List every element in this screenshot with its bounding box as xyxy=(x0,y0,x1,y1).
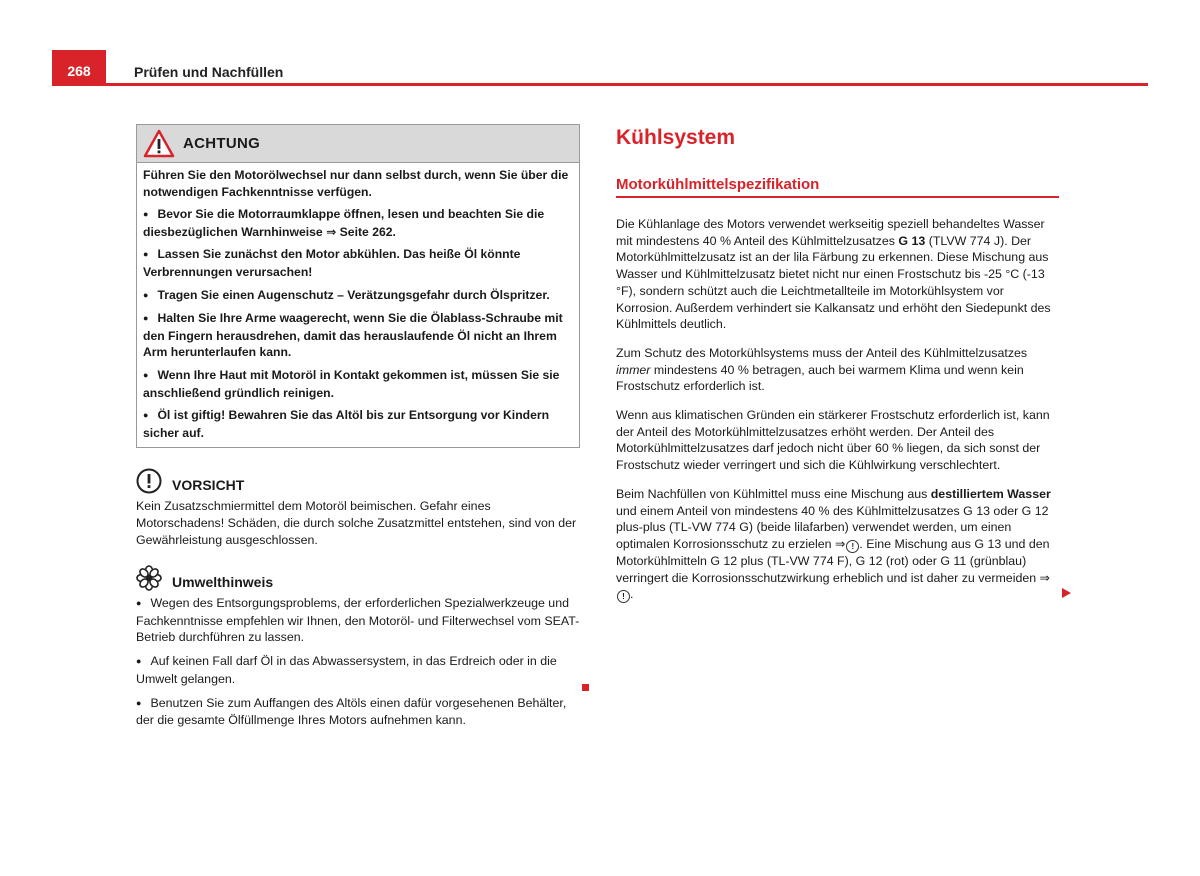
page-number: 268 xyxy=(52,50,106,86)
warning-bullet: ● Bevor Sie die Motorraumklappe öffnen, lesen und beachten Sie die diesbezüglichen Warnhinweise ⇒ Seite 262. xyxy=(143,206,573,240)
body-text xyxy=(616,216,1060,603)
environment-bullet: ● Benutzen Sie zum Auffangen des Altöls einen dafür vorgesehenen Behälter, der die gesamte Ölfüllmenge Ihres Motors aufnehmen kann. xyxy=(136,695,580,730)
caution-reference-icon[interactable]: ! xyxy=(617,590,630,603)
warning-bullet: ● Tragen Sie einen Augenschutz – Verätzungsgefahr durch Ölspritzer. xyxy=(143,287,573,305)
caution-text: Kein Zusatzschmiermittel dem Motoröl beimischen. Gefahr eines Motorschadens! Schäden, die durch solche Zusatzmittel entstehen, sind von der Gewährleistung ausgeschlossen. xyxy=(136,499,577,547)
warning-bullet: ● Halten Sie Ihre Arme waagerecht, wenn Sie die Ölablass-Schraube mit den Fingern herausdrehen, damit das herauslaufende Öl nicht an Ihrem Arm herunterlaufen kann. xyxy=(143,310,573,361)
continue-arrow-icon xyxy=(1062,588,1071,598)
environment-bullet: ● Wegen des Entsorgungsproblems, der erforderlichen Spezialwerkzeuge und Fachkenntnisse empfehlen wir Ihnen, den Motoröl- und Filterwechsel vom SEAT-Betrieb durchführen zu lassen. xyxy=(136,595,580,646)
warning-triangle-icon xyxy=(143,129,175,159)
warning-bullet: ● Wenn Ihre Haut mit Motoröl in Kontakt gekommen ist, müssen Sie sie anschließend gründlich reinigen. xyxy=(143,367,573,401)
warning-intro: Führen Sie den Motorölwechsel nur dann selbst durch, wenn Sie über die notwendigen Fachkenntnisse verfügen. xyxy=(143,168,569,199)
paragraph-2: Zum Schutz des Motorkühlsystems muss der Anteil des Kühlmittelzusatzes immer mindestens 40 % betragen, auch bei warmem Klima und wenn kein Frostschutz erforderlich ist. xyxy=(616,345,1028,394)
caution-body xyxy=(136,498,580,548)
warning-title: ACHTUNG xyxy=(183,135,261,152)
warning-header xyxy=(137,125,579,163)
warning-box xyxy=(136,124,580,448)
paragraph-3: Wenn aus klimatischen Gründen ein stärkerer Frostschutz erforderlich ist, kann der Anteil des Motorkühlmittelzusatzes erhöht werden. Der Anteil des Motorkühlmittelzusatzes darf jedoch nicht über 60 % liegen, da sich sonst der Frostschutz wieder verringert und sich die Kühlwirkung verschlechtert. xyxy=(616,408,1050,473)
environment-header xyxy=(136,563,580,593)
chapter-title: Kühlsystem xyxy=(616,126,736,149)
section-end-marker xyxy=(582,684,589,691)
right-column xyxy=(616,124,1060,615)
section-heading: Motorkühlmittelspezifikation xyxy=(616,176,1059,198)
left-column xyxy=(136,124,580,736)
warning-body xyxy=(137,163,579,447)
exclamation-circle-icon xyxy=(136,468,162,494)
environment-body xyxy=(136,595,580,730)
caution-reference-icon[interactable]: ! xyxy=(846,540,859,553)
paragraph-1: Die Kühlanlage des Motors verwendet werkseitig speziell behandeltes Wasser mit mindestens 40 % Anteil des Kühlmittelzusatzes G 13 (TLVW 774 J). Der Motorkühlmittelzusatz ist an der lila Färbung zu erkennen. Diese Mischung aus Wasser und Kühlmittelzusatz bietet nicht nur einen Frostschutz bis -25 °C (-13 °F), sondern schützt auch die Leichtmetallteile im Motorkühlsystem vor Korrosion. Außerdem verhindert sie Kalkansatz und erhöht den Siedepunkt des Kühlmittels deutlich. xyxy=(616,217,1051,332)
header-rule xyxy=(52,83,1148,86)
page-header xyxy=(52,50,1148,86)
caution-header xyxy=(136,466,580,496)
paragraph-4: Beim Nachfüllen von Kühlmittel muss eine Mischung aus destilliertem Wasser und einem Anteil von mindestens 40 % des Kühlmittelzusatzes G 13 oder G 12 plus-plus (TL-VW 774 G) (beide lilafarben) verwendet werden, um einen optimalen Korrosionsschutz zu erzielen ⇒ ! . Eine Mischung aus G 13 und den Motorkühlmitteln G 12 plus (TL-VW 774 F), G 12 (rot) oder G 11 (grünblau) verringert die Korrosionsschutzwirkung erheblich und ist daher zu vermeiden ⇒! . xyxy=(616,486,1051,602)
running-section-title: Prüfen und Nachfüllen xyxy=(134,64,284,80)
flower-icon xyxy=(136,565,162,591)
environment-bullet: ● Auf keinen Fall darf Öl in das Abwassersystem, in das Erdreich oder in die Umwelt gelangen. xyxy=(136,653,580,688)
warning-bullet: ● Lassen Sie zunächst den Motor abkühlen. Das heiße Öl könnte Verbrennungen verursachen! xyxy=(143,246,573,280)
warning-bullet: ● Öl ist giftig! Bewahren Sie das Altöl bis zur Entsorgung vor Kindern sicher auf. xyxy=(143,407,573,441)
environment-title: Umwelthinweis xyxy=(172,573,274,590)
caution-title: VORSICHT xyxy=(172,477,245,494)
